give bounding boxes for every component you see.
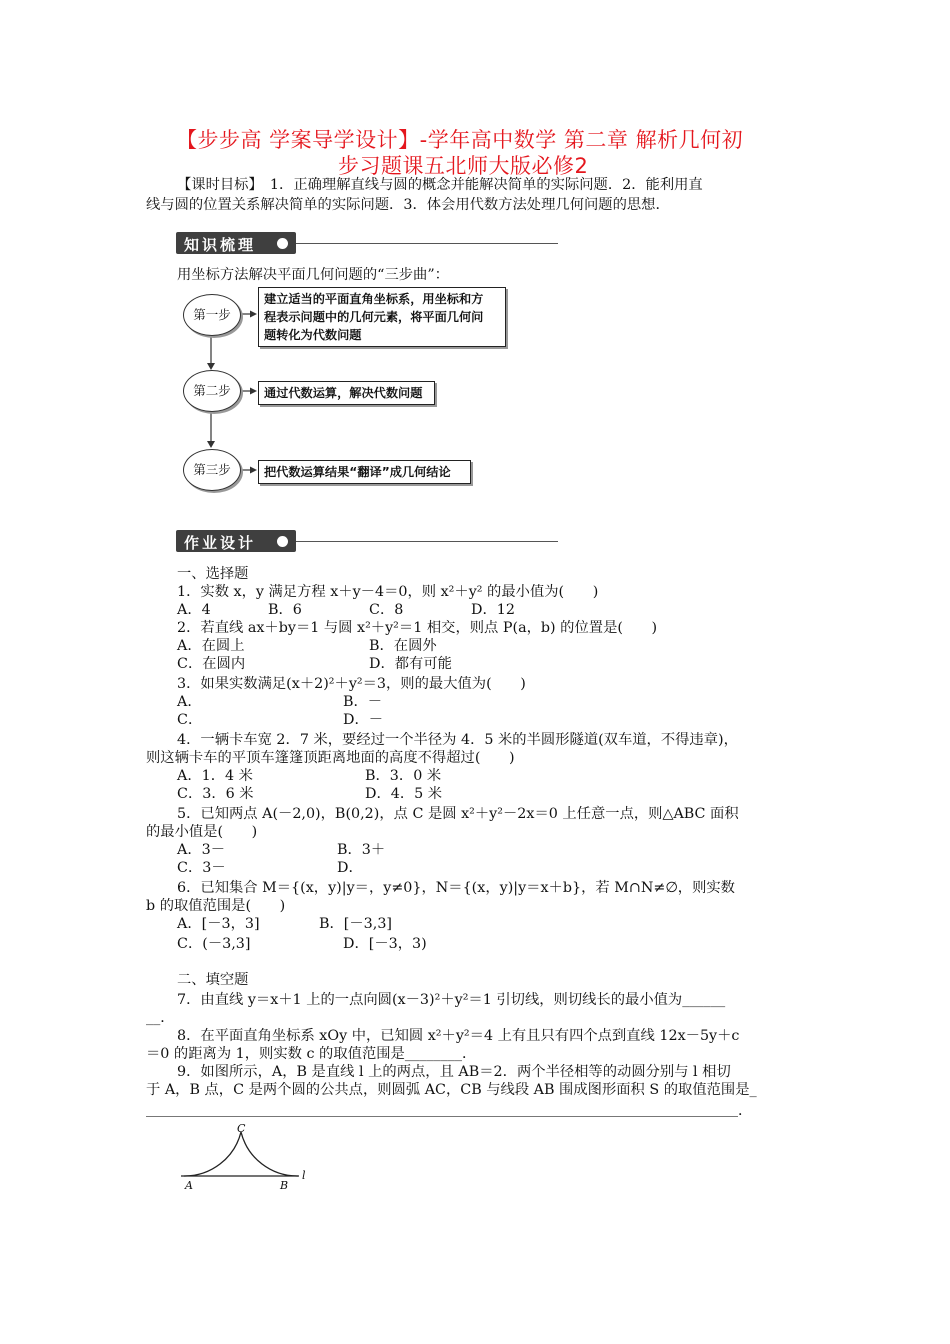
objectives-line1: 【课时目标】 1．正确理解直线与圆的概念并能解决简单的实际问题．2．能利用直 [177, 177, 703, 193]
step3-oval: 第三步 [183, 449, 241, 491]
q4-stem-line2: 则这辆卡车的平顶车篷篷顶距离地面的高度不得超过( ) [146, 750, 515, 766]
q5-stem-line2: 的最小值是( ) [146, 824, 258, 840]
q5-option-a: A．3－ [177, 842, 226, 858]
q1-option-b: B．6 [268, 602, 302, 618]
step1-oval: 第一步 [183, 294, 241, 336]
q7-line2: __． [146, 1010, 175, 1026]
q8-line2: ＝0 的距离为 1，则实数 c 的取值范围是________． [146, 1046, 477, 1062]
step1-line: 建立适当的平面直角坐标系，用坐标和方 [264, 292, 484, 306]
q5-option-d: D． [337, 860, 363, 876]
q6-stem-line2: b 的取值范围是( ) [146, 898, 286, 914]
page-title-line1: 【步步高 学案导学设计】-学年高中数学 第二章 解析几何初 [176, 128, 744, 152]
q2-option-d: D．都有可能 [369, 656, 452, 672]
q4-option-a: A．1．4 米 [177, 768, 253, 784]
banner-dot-icon [277, 238, 288, 249]
q4-option-b: B．3．0 米 [365, 768, 442, 784]
banner-label: 知识梳理 [184, 236, 257, 254]
q4-option-d: D．4．5 米 [365, 786, 443, 802]
step2-line: 通过代数运算，解决代数问题 [264, 386, 423, 400]
step3-box [258, 460, 471, 484]
figure-label-c: C [237, 1122, 246, 1135]
step2-oval: 第二步 [183, 370, 241, 412]
q8-line1: 8．在平面直角坐标系 xOy 中，已知圆 x²＋y²＝4 上有且只有四个点到直线 12x－5y＋c [177, 1028, 740, 1044]
figure-label-a: A [185, 1179, 193, 1192]
q2-option-b: B．在圆外 [369, 638, 437, 654]
three-steps-intro: 用坐标方法解决平面几何问题的“三步曲”： [177, 267, 449, 283]
q9-line1: 9．如图所示，A，B 是直线 l 上的两点，且 AB＝2．两个半径相等的动圆分别与 l 相切 [177, 1064, 731, 1080]
banner-label: 作业设计 [184, 534, 257, 552]
q9-line2: 于 A，B 点，C 是两个圆的公共点，则圆弧 AC，CB 与线段 AB 围成图形面积 S 的取值范围是_ [146, 1082, 757, 1098]
step2-box [258, 381, 435, 405]
q5-stem-line1: 5．已知两点 A(－2,0)，B(0,2)，点 C 是圆 x²＋y²－2x＝0 上任意一点，则△ABC 面积 [177, 806, 739, 822]
q4-stem-line1: 4．一辆卡车宽 2．7 米，要经过一个半径为 4．5 米的半圆形隧道(双车道，不得违章)， [177, 732, 738, 748]
part2-heading: 二、填空题 [177, 972, 249, 988]
q3-option-d: D．－ [343, 712, 384, 728]
objectives-line2: 线与圆的位置关系解决简单的实际问题．3．体会用代数方法处理几何问题的思想． [146, 197, 670, 213]
q6-option-d: D．[－3，3) [343, 936, 427, 952]
q3-option-a: A． [177, 694, 202, 710]
part1-heading: 一、选择题 [177, 566, 249, 582]
banner-dot-icon [277, 536, 288, 547]
q2-option-a: A．在圆上 [177, 638, 245, 654]
q1-stem: 1．实数 x，y 满足方程 x＋y－4＝0，则 x²＋y² 的最小值为( ) [177, 584, 599, 600]
q3-stem: 3．如果实数满足(x＋2)²＋y²＝3，则的最大值为( ) [177, 676, 526, 692]
step1-box [258, 287, 506, 347]
q6-option-a: A．[－3，3] [177, 916, 260, 932]
figure-label-l: l [302, 1169, 306, 1182]
step3-line: 把代数运算结果“翻译”成几何结论 [264, 465, 451, 479]
q6-option-c: C．(－3,3] [177, 936, 251, 952]
q9-line3-end: ． [738, 1103, 753, 1119]
figure-label-b: B [280, 1179, 289, 1192]
q1-option-d: D．12 [471, 602, 515, 618]
q4-option-c: C．3．6 米 [177, 786, 254, 802]
q5-option-b: B．3＋ [337, 842, 386, 858]
q1-option-c: C．8 [369, 602, 404, 618]
q7-line1: 7．由直线 y＝x＋1 上的一点向圆(x－3)²＋y²＝1 引切线，则切线长的最小值为______ [177, 992, 726, 1008]
step1-line: 题转化为代数问题 [264, 328, 362, 342]
q9-answer-blank [146, 1116, 738, 1117]
q5-option-c: C．3－ [177, 860, 226, 876]
q1-option-a: A．4 [177, 602, 211, 618]
q3-option-b: B．－ [343, 694, 383, 710]
q2-option-c: C．在圆内 [177, 656, 246, 672]
q2-stem: 2．若直线 ax＋by＝1 与圆 x²＋y²＝1 相交，则点 P(a，b) 的位置是( ) [177, 620, 658, 636]
q6-stem-line1: 6．已知集合 M＝{(x，y)|y＝，y≠0}，N＝{(x，y)|y＝x＋b}，若 M∩N≠∅，则实数 [177, 880, 735, 896]
q9-figure [176, 1122, 316, 1192]
q3-option-c: C． [177, 712, 203, 728]
page-title-line2: 步习题课五北师大版必修2 [338, 154, 589, 178]
q6-option-b: B．[－3,3] [319, 916, 392, 932]
step1-line: 程表示问题中的几何元素，将平面几何问 [264, 310, 484, 324]
